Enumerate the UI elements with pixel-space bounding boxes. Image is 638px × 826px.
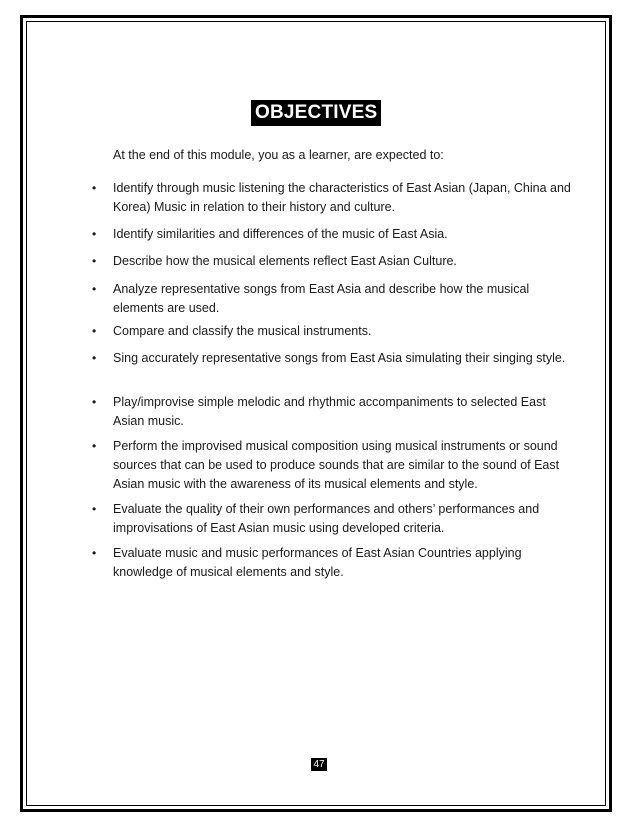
list-item [92, 179, 573, 217]
bullet-icon: • [92, 324, 97, 338]
objective-text: Describe how the musical elements reflect East Asian Culture. [113, 254, 457, 268]
objective-text: Identify through music listening the characteristics of East Asian (Japan, China and Korea) Music in relation to their history and culture. [113, 181, 571, 214]
list-item [92, 252, 573, 271]
bullet-icon: • [92, 439, 97, 453]
objective-text: Play/improvise simple melodic and rhythmic accompaniments to selected East Asian music. [113, 395, 546, 428]
bullet-icon: • [92, 181, 97, 195]
page-number: 47 [311, 758, 327, 771]
objective-text: Evaluate music and music performances of East Asian Countries applying knowledge of musical elements and style. [113, 546, 522, 579]
list-item [92, 322, 573, 341]
bullet-icon: • [92, 546, 97, 560]
objective-text: Evaluate the quality of their own performances and others’ performances and improvisations of East Asian music using developed criteria. [113, 502, 540, 535]
list-item [92, 544, 573, 582]
list-item [92, 349, 573, 368]
objective-text: Identify similarities and differences of the music of East Asia. [113, 227, 448, 241]
list-item [92, 280, 573, 318]
list-item [92, 500, 573, 538]
objective-text: Compare and classify the musical instruments. [113, 324, 372, 338]
objective-text: Analyze representative songs from East Asia and describe how the musical elements are used. [113, 282, 530, 315]
list-item [92, 393, 573, 431]
bullet-icon: • [92, 282, 97, 296]
objective-text: Sing accurately representative songs from East Asia simulating their singing style. [113, 351, 566, 365]
bullet-icon: • [92, 227, 97, 241]
list-item [92, 225, 573, 244]
bullet-icon: • [92, 502, 97, 516]
bullet-icon: • [92, 395, 97, 409]
list-item [92, 437, 573, 494]
objective-text: Perform the improvised musical composition using musical instruments or sound sources that can be used to produce sounds that are similar to the sound of East Asian music with the awareness of its musical elements and style. [113, 439, 560, 491]
page-title: OBJECTIVES [251, 100, 381, 126]
intro-text: At the end of this module, you as a learner, are expected to: [113, 148, 444, 162]
bullet-icon: • [92, 254, 97, 268]
bullet-icon: • [92, 351, 97, 365]
